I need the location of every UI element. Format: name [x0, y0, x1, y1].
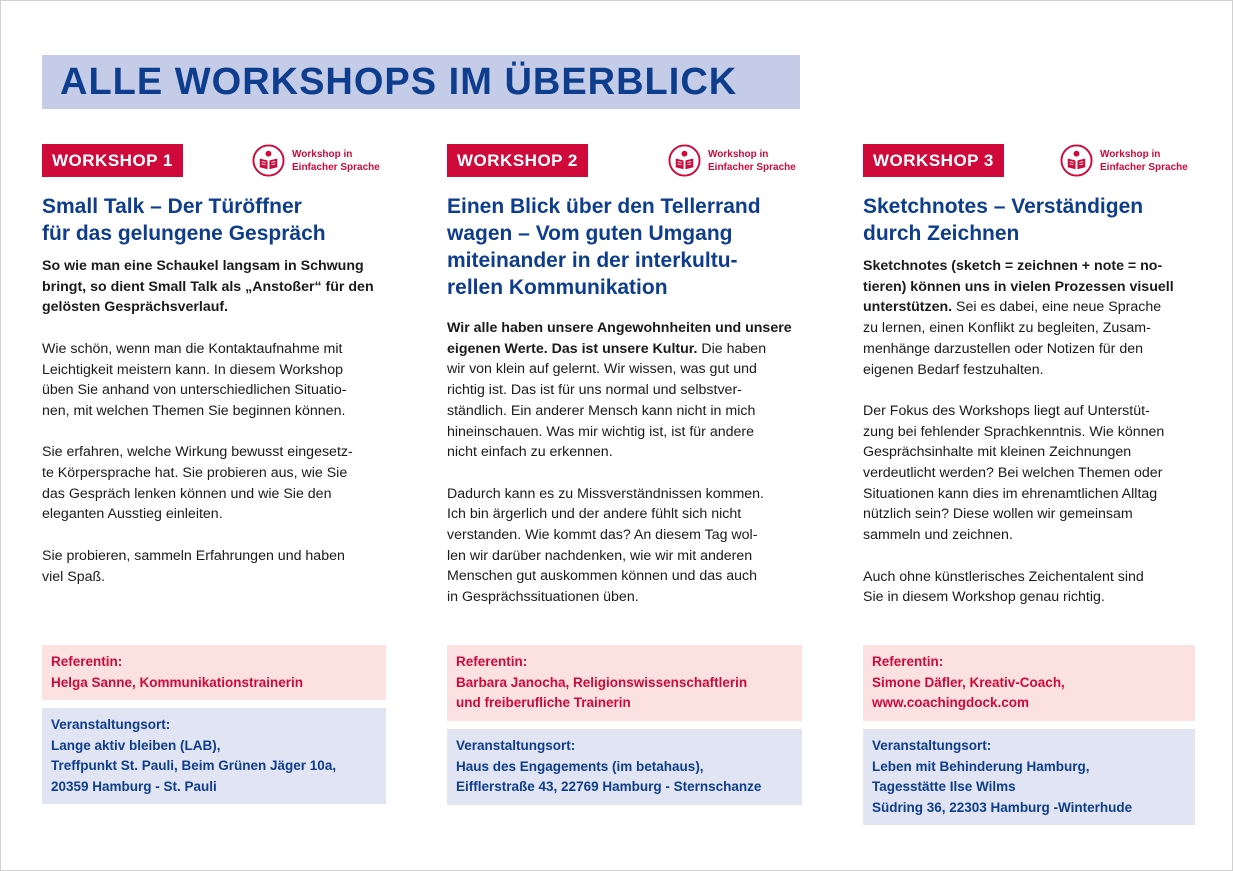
workshop-3-paragraph: Der Fokus des Workshops liegt auf Unterstüt- zung bei fehlender Sprachkenntnis. Wie können Gesprächsinhalte mit kleinen Zeichnungen verdeutlicht werden? Bei welchen Themen oder Situationen kann dies im ehrenamtlichen Alltag nützlich sein? Diese wollen wir gemeinsam sammeln und zeichnen.: [863, 402, 1165, 544]
workshop-1-referent-box: Referentin: Helga Sanne, Kommunikationstrainerin: [42, 645, 386, 700]
workshop-3-location-box: Veranstaltungsort: Leben mit Behinderung Hamburg, Tagesstätte Ilse Wilms Südring 36, 22303 Hamburg -Winterhude: [863, 729, 1195, 825]
easy-language-text: Workshop in Einfacher Sprache: [292, 148, 380, 173]
workshop-2-location-box: Veranstaltungsort: Haus des Engagements (im betahaus), Eifflerstraße 43, 22769 Hamburg - Sternschanze: [447, 729, 802, 805]
workshop-2-label: WORKSHOP 2: [447, 144, 588, 177]
workshop-3-description: [863, 256, 1198, 629]
referent-website-link[interactable]: www.coachingdock.com: [872, 695, 1030, 710]
workshop-3-paragraph: Auch ohne künstlerisches Zeichentalent sind Sie in diesem Workshop genau richtig.: [863, 568, 1144, 606]
workshop-2-referent-box: Referentin: Barbara Janocha, Religionswissenschaftlerin und freiberufliche Trainerin: [447, 645, 802, 721]
workshop-1-location-box: Veranstaltungsort: Lange aktiv bleiben (LAB), Treffpunkt St. Pauli, Beim Grünen Jäger 10a, 20359 Hamburg - St. Pauli: [42, 708, 386, 804]
workshop-1-paragraph: Sie erfahren, welche Wirkung bewusst eingesetz- te Körpersprache hat. Sie probieren aus, wie Sie das Gespräch lenken können und wie Sie den eleganten Ausstieg einleiten.: [42, 444, 353, 523]
easy-language-book-icon: [1060, 144, 1093, 177]
workshop-3-title: Sketchnotes – Verständigen durch Zeichnen: [863, 195, 1144, 245]
workshop-2-lead: Wir alle haben unsere Angewohnheiten und unsere eigenen Werte. Das ist unsere Kultur. Die haben wir von klein auf gelernt. Wir wissen, was gut und richtig ist. Das ist für uns normal und selbstver- ständlich. Ein anderer Mensch kann nicht in mich hineinschauen. Was mir wichtig ist, ist für andere nicht einfach zu erkennen.: [447, 320, 792, 461]
easy-language-book-icon: [252, 144, 285, 177]
easy-language-text: Workshop in Einfacher Sprache: [1100, 148, 1188, 173]
easy-language-book-icon: [668, 144, 701, 177]
workshop-2-paragraph: Dadurch kann es zu Missverständnissen kommen. Ich bin ärgerlich und der andere fühlt sich nicht verstanden. Wie kommt das? An diesem Tag wol- len wir darüber nachdenken, wie wir mit anderen Menschen gut auskommen können und das auch in Gesprächssituationen üben.: [447, 485, 764, 606]
workshop-1-title: Small Talk – Der Türöffner für das gelungene Gespräch: [42, 195, 326, 245]
workshop-1-paragraph: Sie probieren, sammeln Erfahrungen und haben viel Spaß.: [42, 547, 345, 585]
workshop-2-title: Einen Blick über den Tellerrand wagen – Vom guten Umgang miteinander in der interkultu- rellen Kommunikation: [447, 195, 761, 299]
easy-language-badge: [668, 144, 796, 177]
easy-language-badge: [252, 144, 380, 177]
workshop-1-lead: So wie man eine Schaukel langsam in Schwung bringt, so dient Small Talk als „Anstoßer“ für den gelösten Gesprächsverlauf.: [42, 258, 374, 316]
workshop-3-referent-box: Referentin: Simone Däfler, Kreativ-Coach, www.coachingdock.com: [863, 645, 1195, 721]
workshop-1-description: [42, 256, 392, 608]
workshop-1-label: WORKSHOP 1: [42, 144, 183, 177]
page-title: ALLE WORKSHOPS IM ÜBERBLICK: [42, 55, 800, 109]
easy-language-badge: [1060, 144, 1188, 177]
workshop-3-label: WORKSHOP 3: [863, 144, 1004, 177]
workshop-1-paragraph: Wie schön, wenn man die Kontaktaufnahme mit Leichtigkeit meistern kann. In diesem Workshop üben Sie anhand von unterschiedlichen Situatio- nen, mit welchen Themen Sie beginnen können.: [42, 340, 347, 419]
easy-language-text: Workshop in Einfacher Sprache: [708, 148, 796, 173]
workshop-2-description: [447, 318, 803, 629]
workshop-3-lead: Sketchnotes (sketch = zeichnen + note = no- tieren) können uns in vielen Prozessen visuell unterstützen. Sei es dabei, eine neue Sprache zu lernen, einen Konflikt zu begleiten, Zusam- menhänge darzustellen oder Notizen für den eigenen Bedarf festzuhalten.: [863, 258, 1174, 378]
